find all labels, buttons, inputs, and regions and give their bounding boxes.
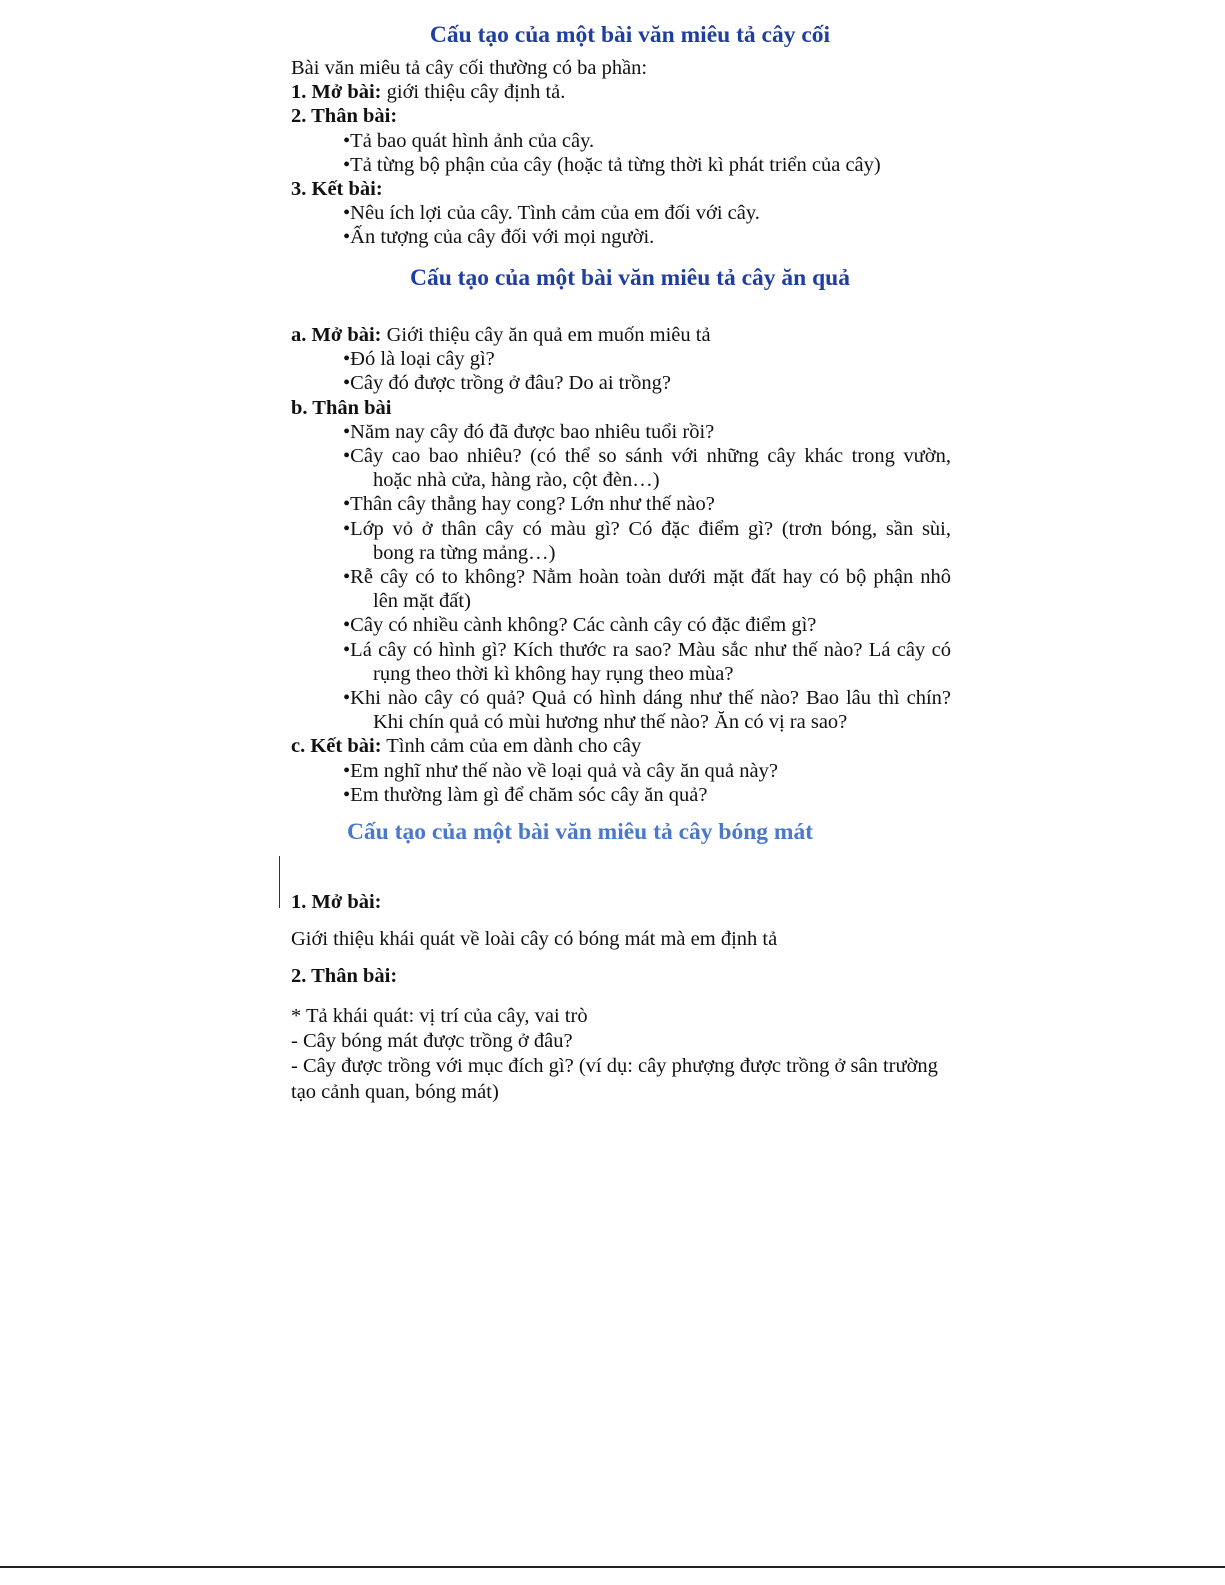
section2-b-item: •Rễ cây có to không? Nằm hoàn toàn dưới mặt đất hay có bộ phận nhô (343, 566, 951, 589)
text-cursor (279, 856, 280, 908)
section3-part1-text: Giới thiệu khái quát về loài cây có bóng mát mà em định tả (291, 928, 778, 951)
section1-part1 (291, 80, 951, 104)
section2-title: Cấu tạo của một bài văn miêu tả cây ăn quả (409, 265, 850, 291)
section2-c-item: •Em thường làm gì để chăm sóc cây ăn quả? (343, 783, 708, 806)
section3-part2-label: 2. Thân bài: (291, 965, 398, 988)
section2-b-item: •Thân cây thẳng hay cong? Lớn như thế nào? (343, 493, 715, 516)
section1-part2-item: •Tả từng bộ phận của cây (hoặc tả từng thời kì phát triển của cây) (343, 153, 881, 176)
section2-b-item-cont: hoặc nhà cửa, hàng rào, cột đèn…) (373, 469, 660, 492)
section2-c (291, 734, 951, 758)
section2-b-item: •Cây có nhiều cành không? Các cành cây có đặc điểm gì? (343, 614, 817, 637)
section2-b-item: •Lớp vỏ ở thân cây có màu gì? Có đặc điểm gì? (trơn bóng, sần sùi, (343, 517, 951, 540)
section2-b-item: •Năm nay cây đó đã được bao nhiêu tuổi rồi? (343, 420, 715, 443)
section1-intro: Bài văn miêu tả cây cối thường có ba phần: (291, 57, 648, 79)
section2-b-item-cont: lên mặt đất) (373, 590, 471, 613)
section2-b-label: b. Thân bài (291, 396, 392, 419)
section1-part2-item: •Tả bao quát hình ảnh của cây. (343, 129, 595, 152)
c-label: c. Kết bài: (291, 735, 382, 758)
section1-part3-label: 3. Kết bài: (291, 178, 383, 201)
section3-line: - Cây bóng mát được trồng ở đâu? (291, 1029, 573, 1052)
section2-b-item-cont: Khi chín quả có mùi hương như thế nào? Ăn có vị ra sao? (373, 711, 848, 734)
section2-b-item: •Lá cây có hình gì? Kích thước ra sao? Màu sắc như thế nào? Lá cây có (343, 638, 951, 661)
section2-body (291, 323, 951, 807)
page-bottom-border (0, 1566, 1225, 1568)
section3-part1-label: 1. Mở bài: (291, 891, 382, 913)
section3-title: Cấu tạo của một bài văn miêu tả cây bóng mát (346, 819, 814, 845)
section2-b-item-cont: bong ra từng mảng…) (373, 541, 556, 564)
section3-line: * Tả khái quát: vị trí của cây, vai trò (291, 1004, 588, 1027)
section3-body (291, 890, 951, 1104)
section2-a (291, 323, 951, 347)
section2-a-item: •Đó là loại cây gì? (343, 348, 495, 371)
a-label: a. Mở bài: (291, 324, 382, 346)
section1-body (291, 56, 951, 250)
section1-part3-item: •Nêu ích lợi của cây. Tình cảm của em đối với cây. (343, 202, 760, 225)
section2-b-item-cont: rụng theo thời kì không hay rụng theo mùa? (373, 662, 734, 685)
section1-title: Cấu tạo của một bài văn miêu tả cây cối (429, 22, 831, 48)
section1-part3-item: •Ấn tượng của cây đối với mọi người. (343, 226, 655, 249)
part1-text: giới thiệu cây định tả. (381, 81, 566, 104)
section1-part2-label: 2. Thân bài: (291, 105, 398, 128)
c-text: Tình cảm của em dành cho cây (381, 735, 642, 758)
section3-line: tạo cảnh quan, bóng mát) (291, 1081, 499, 1104)
section2-b-item: •Cây cao bao nhiêu? (có thể so sánh với những cây khác trong vườn, (343, 445, 951, 468)
a-text: Giới thiệu cây ăn quả em muốn miêu tả (381, 324, 711, 346)
section2-b-item: •Khi nào cây có quả? Quả có hình dáng như thế nào? Bao lâu thì chín? (343, 687, 951, 710)
section3-line: - Cây được trồng với mục đích gì? (ví dụ: cây phượng được trồng ở sân trường (291, 1055, 938, 1078)
part1-label: 1. Mở bài: (291, 81, 382, 104)
section2-a-item: •Cây đó được trồng ở đâu? Do ai trồng? (343, 372, 672, 395)
section2-c-item: •Em nghĩ như thế nào về loại quả và cây ăn quả này? (343, 759, 778, 782)
